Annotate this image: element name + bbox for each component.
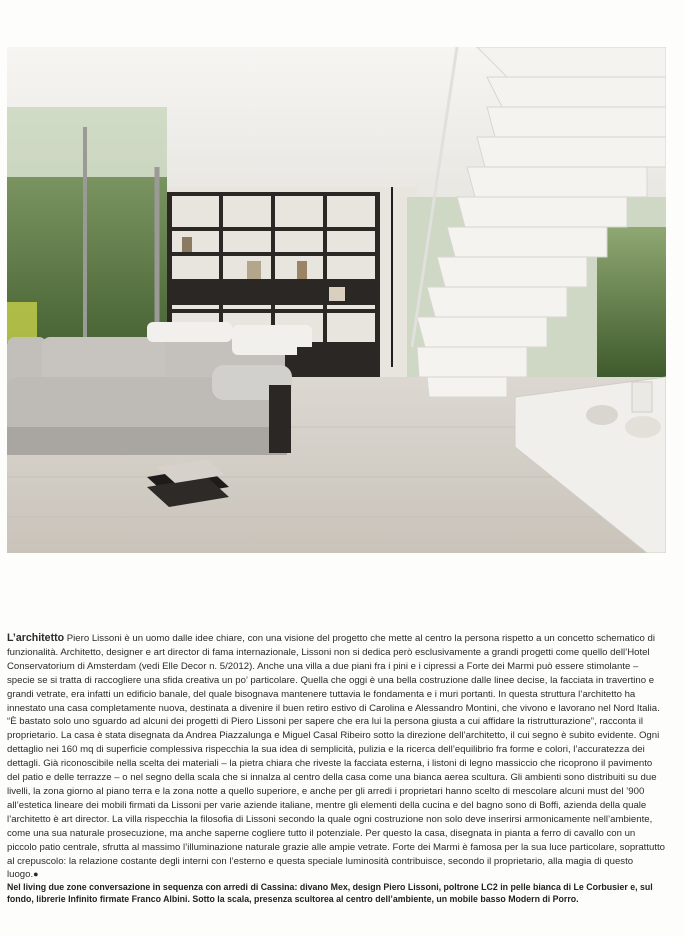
article-body: Piero Lissoni è un uomo dalle idee chiare, con una visione del progetto che mette al centro la persona rispetto a un concetto schematico di funzionalità. Architetto, designer e art director di fama internazionale, Lissoni non si dedica però esclusivamente a grandi progetti come quello dell’Hotel Conservatorium di Amsterdam (vedi Elle Decor n. 5/2012). Anche una villa a due piani fra i pini e i cipressi a Forte dei Marmi può essere stimolante – specie se si tratta di raccogliere una sfida creativa un po’ particolare. Quella che oggi è una bella costruzione dalle linee decise, la facciata in travertino e grandi vetrate, era infatti un edificio banale, del quale bisognava mantenere tuttavia le fondamenta e i muri portanti. In questa struttura l’architetto ha innestato una casa completamente nuova, destinata a divenire il buen retiro estivo di Carolina e Alessandro Montini, che vivono e lavorano nel Nord Italia. “È bastato solo uno sguardo ad alcuni dei progetti di Piero Lissoni per sapere che era lui la persona giusta a cui affidare la ristrutturazione”, racconta il proprietario. La casa è stata disegnata da Andrea Piazzalunga e Miguel Casal Ribeiro sotto la direzione dell’architetto, il cui segno è subito evidente. Ogni dettaglio nei 160 mq di superficie complessiva rispecchia la sua idea di semplicità, pulizia e la ricerca dell’equilibrio fra forme e colori, l’accuratezza dei dettagli. Già riconoscibile nella scelta dei materiali – la pietra chiara che riveste la facciata esterna, i listoni di legno massiccio che ricoprono il pavimento del patio e delle terrazze – o nel segno della scala che si innalza al centro della casa come una bianca aerea scultura. Gli ambienti sono distribuiti su due livelli, la zona giorno al piano terra e la zona notte a quello superiore, e anche per gli arredi i proprietari hanno scelto di mescolare alcuni must del ’900 all’estetica lineare dei mobili firmati da Lissoni per varie aziende italiane, mentre gli elementi della cucina e del bagno sono di Boffi, azienda della quale l’architetto è art director. La villa rispecchia la filosofia di Lissoni secondo la quale ogni costruzione non solo deve inserirsi armonicamente nell’ambiente, come una sua naturale prosecuzione, ma anche saperne cogliere tutto il potenziale. Per questo la casa, disegnata in pianta a ferro di cavallo con un piccolo patio centrale, sfrutta al massimo l’illuminazione naturale grazie alle ampie vetrate. Forte dei Marmi è famosa per la sua luce particolare, soprattutto al crepuscolo: la relazione costante degli interni con l’esterno e questa speciale luminosità contribuisce, secondo il proprietario, alla magia di questo luogo. [7, 633, 666, 881]
article-lead-word: L’architetto [7, 632, 65, 644]
living-room-illustration [7, 47, 666, 553]
article-text [7, 632, 667, 882]
garden-chair [7, 302, 37, 342]
end-mark: ● [33, 869, 39, 880]
interior-photo [7, 47, 666, 553]
photo-caption: Nel living due zone conversazione in sequenza con arredi di Cassina: divano Mex, design Piero Lissoni, poltrone LC2 in pelle bianca di Le Corbusier e, sul fondo, librerie Infinito firmate Franco Albini. Sotto la scala, presenza scultorea al centro dell’ambiente, un mobile basso Modern di Porro. [7, 882, 653, 904]
